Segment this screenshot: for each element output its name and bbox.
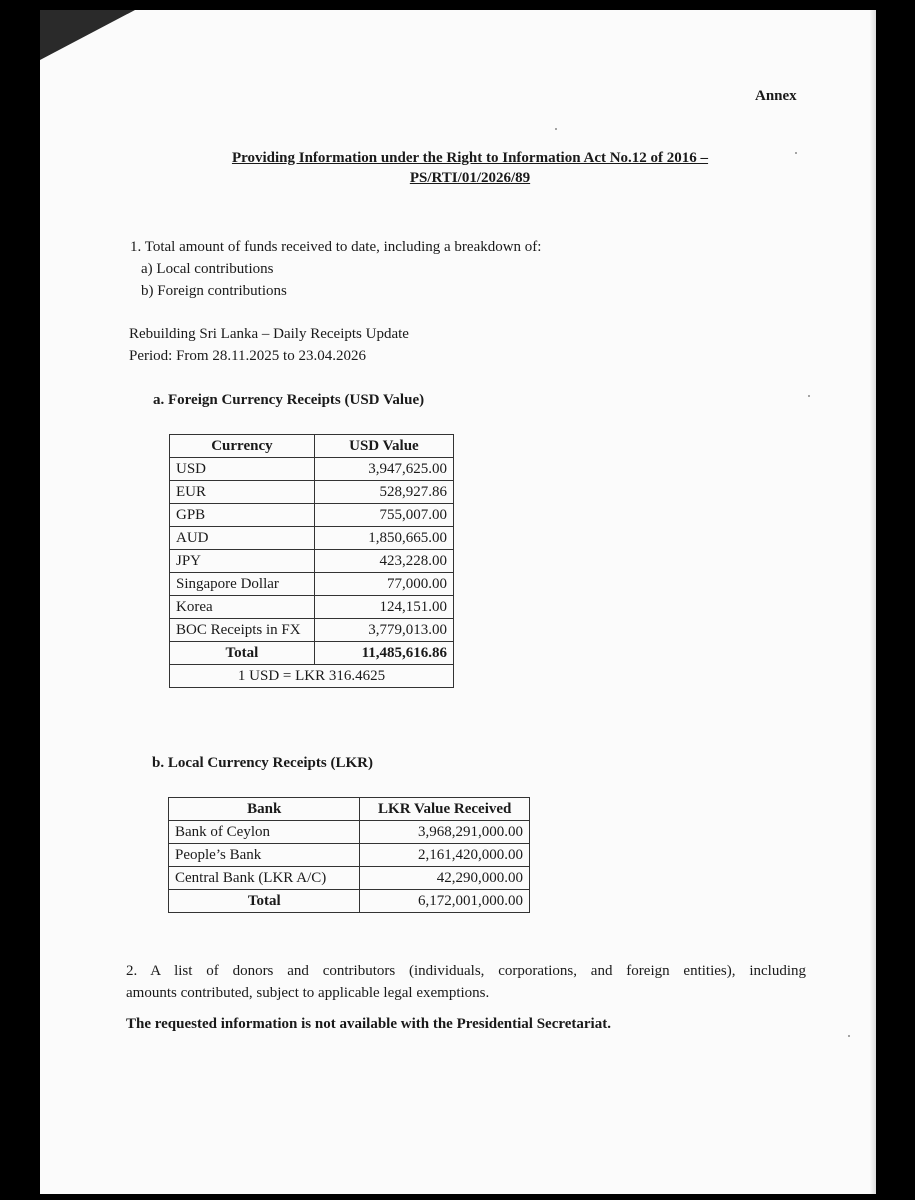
question-2-line-2: amounts contributed, subject to applicable legal exemptions. <box>126 985 490 1001</box>
table-header-row <box>169 798 530 821</box>
currency-cell: EUR <box>170 481 315 504</box>
scan-speck <box>848 1035 850 1037</box>
usd-value-cell: 3,947,625.00 <box>314 458 453 481</box>
document-title <box>140 148 800 188</box>
table-row <box>170 596 454 619</box>
total-value: 11,485,616.86 <box>314 642 453 665</box>
update-title: Rebuilding Sri Lanka – Daily Receipts Update <box>129 326 409 342</box>
usd-value-cell: 755,007.00 <box>314 504 453 527</box>
table-row <box>170 619 454 642</box>
usd-value-cell: 423,228.00 <box>314 550 453 573</box>
usd-value-cell: 528,927.86 <box>314 481 453 504</box>
table-row <box>170 458 454 481</box>
document-page <box>40 10 876 1194</box>
total-label: Total <box>169 890 360 913</box>
table-row <box>170 527 454 550</box>
title-line-2: PS/RTI/01/2026/89 <box>409 170 531 186</box>
question-1-text: 1. Total amount of funds received to date, including a breakdown of: <box>130 239 542 255</box>
foreign-receipts-table <box>169 434 454 688</box>
folded-corner <box>40 10 135 60</box>
bank-cell: Bank of Ceylon <box>169 821 360 844</box>
currency-cell: GPB <box>170 504 315 527</box>
table-header-row <box>170 435 454 458</box>
total-label: Total <box>170 642 315 665</box>
question-2-line-1: 2. A list of donors and contributors (individuals, corporations, and foreign entities), including <box>126 963 806 979</box>
question-1 <box>130 236 541 302</box>
scan-speck <box>795 152 797 154</box>
usd-value-cell: 1,850,665.00 <box>314 527 453 550</box>
lkr-value-cell: 2,161,420,000.00 <box>360 844 530 867</box>
scan-speck <box>555 128 557 130</box>
local-receipts-heading: b. Local Currency Receipts (LKR) <box>152 755 373 771</box>
currency-cell: AUD <box>170 527 315 550</box>
total-row <box>170 642 454 665</box>
bank-cell: People’s Bank <box>169 844 360 867</box>
annex-label: Annex <box>755 88 797 104</box>
lkr-value-cell: 3,968,291,000.00 <box>360 821 530 844</box>
currency-cell: JPY <box>170 550 315 573</box>
local-receipts-table <box>168 797 530 913</box>
usd-value-cell: 124,151.00 <box>314 596 453 619</box>
page-edge-shadow <box>870 10 876 1194</box>
total-row <box>169 890 530 913</box>
table-row <box>169 867 530 890</box>
exchange-rate: 1 USD = LKR 316.4625 <box>170 665 454 688</box>
bank-column-header: Bank <box>169 798 360 821</box>
exchange-rate-row <box>170 665 454 688</box>
table-row <box>169 821 530 844</box>
currency-cell: Korea <box>170 596 315 619</box>
update-period: Period: From 28.11.2025 to 23.04.2026 <box>129 348 366 364</box>
usd-value-column-header: USD Value <box>314 435 453 458</box>
table-row <box>170 550 454 573</box>
question-1-item-b: b) Foreign contributions <box>141 283 287 299</box>
currency-cell: USD <box>170 458 315 481</box>
lkr-value-cell: 42,290,000.00 <box>360 867 530 890</box>
conclusion-statement: The requested information is not available with the Presidential Secretariat. <box>126 1016 611 1032</box>
table-row <box>170 573 454 596</box>
title-line-1: Providing Information under the Right to Information Act No.12 of 2016 – <box>231 150 709 166</box>
usd-value-cell: 77,000.00 <box>314 573 453 596</box>
currency-column-header: Currency <box>170 435 315 458</box>
total-value: 6,172,001,000.00 <box>360 890 530 913</box>
table-row <box>170 504 454 527</box>
question-1-item-a: a) Local contributions <box>141 261 274 277</box>
foreign-receipts-heading: a. Foreign Currency Receipts (USD Value) <box>153 392 425 408</box>
usd-value-cell: 3,779,013.00 <box>314 619 453 642</box>
currency-cell: BOC Receipts in FX <box>170 619 315 642</box>
receipts-update <box>129 323 409 367</box>
currency-cell: Singapore Dollar <box>170 573 315 596</box>
question-2 <box>126 960 806 1004</box>
bank-cell: Central Bank (LKR A/C) <box>169 867 360 890</box>
table-row <box>169 844 530 867</box>
lkr-value-column-header: LKR Value Received <box>360 798 530 821</box>
table-row <box>170 481 454 504</box>
scan-speck <box>808 395 810 397</box>
